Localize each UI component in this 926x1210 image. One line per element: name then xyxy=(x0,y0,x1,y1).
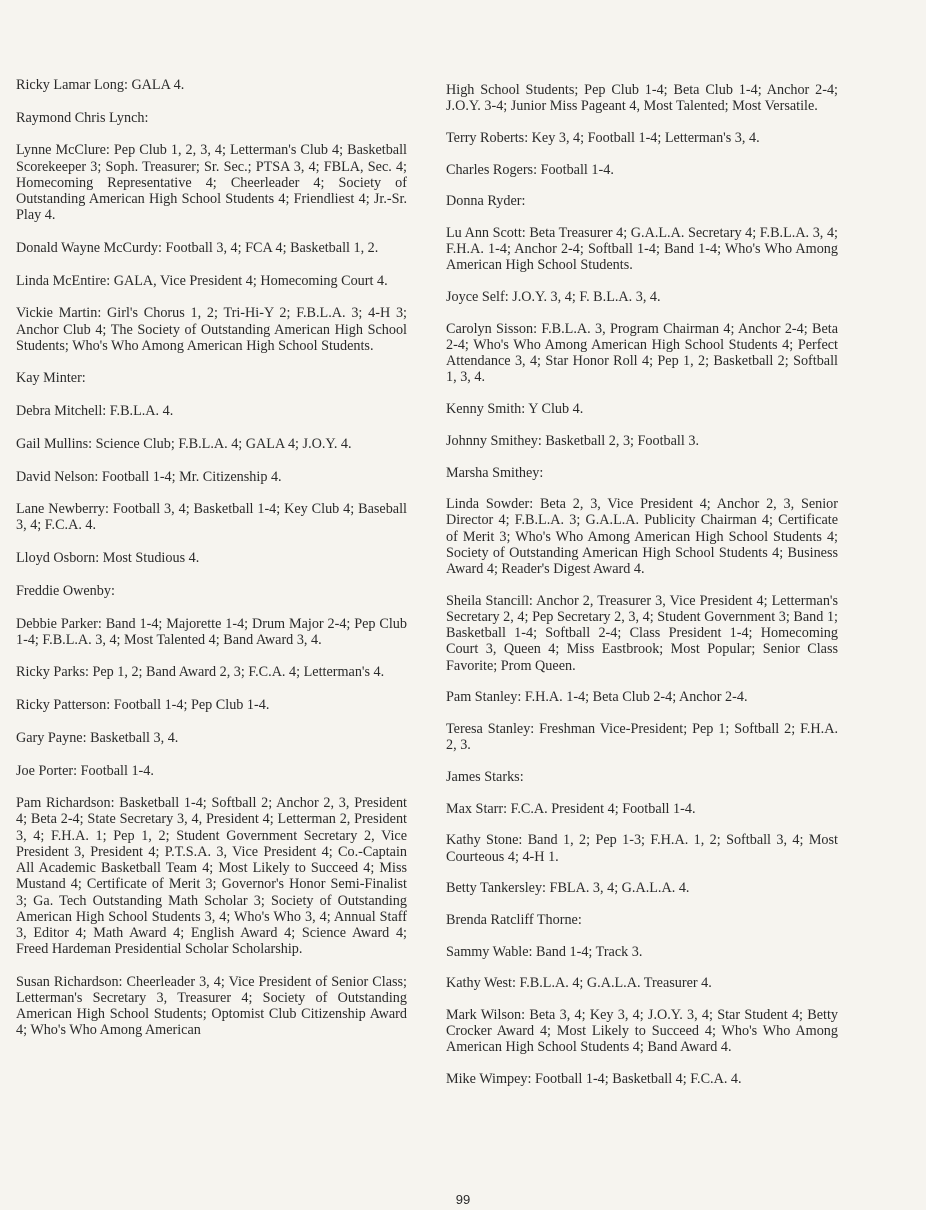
senior-entry: Sheila Stancill: Anchor 2, Treasurer 3, Vice President 4; Letterman's Secretary 2, 4; Pep Secretary 2, 3, 4; Student Government 3; Band 1; Basketball 1-4; Softball 2-4; Class President 1-4; Homecoming Court 3, Queen 4; Miss Eastbrook; Most Popular; Senior Class Favorite; Prom Queen. xyxy=(446,592,838,674)
senior-entry: Pam Stanley: F.H.A. 1-4; Beta Club 2-4; Anchor 2-4. xyxy=(446,689,748,706)
senior-entry: Ricky Patterson: Football 1-4; Pep Club 1-4. xyxy=(16,697,270,714)
senior-entry: Joe Porter: Football 1-4. xyxy=(16,762,154,779)
senior-entry: Gail Mullins: Science Club; F.B.L.A. 4; GALA 4; J.O.Y. 4. xyxy=(16,435,352,452)
senior-entry: Susan Richardson: Cheerleader 3, 4; Vice President of Senior Class; Letterman's Secretary 3, Treasurer 4; Society of Outstanding American High School Students; Optomist Club Citizenship Award 4; Who's Who Among American xyxy=(16,973,407,1039)
senior-entry: Johnny Smithey: Basketball 2, 3; Football 3. xyxy=(446,432,700,449)
senior-entry: David Nelson: Football 1-4; Mr. Citizenship 4. xyxy=(16,468,282,485)
right-column xyxy=(446,82,838,1103)
page-number: 99 xyxy=(455,1192,471,1207)
senior-entry: Mark Wilson: Beta 3, 4; Key 3, 4; J.O.Y. 3, 4; Star Student 4; Betty Crocker Award 4; Most Likely to Succeed 4; Who's Who Among American High School Students 4; Band Award 4. xyxy=(446,1007,838,1056)
senior-entry: Ricky Parks: Pep 1, 2; Band Award 2, 3; F.C.A. 4; Letterman's 4. xyxy=(16,664,385,681)
senior-entry: Ricky Lamar Long: GALA 4. xyxy=(16,77,185,93)
senior-entry: Charles Rogers: Football 1-4. xyxy=(446,161,614,178)
senior-entry: Lane Newberry: Football 3, 4; Basketball 1-4; Key Club 4; Baseball 3, 4; F.C.A. 4. xyxy=(16,501,407,534)
senior-entry: Kay Minter: xyxy=(16,370,86,387)
senior-entry: Lynne McClure: Pep Club 1, 2, 3, 4; Letterman's Club 4; Basketball Scorekeeper 3; Soph. Treasurer; Sr. Sec.; PTSA 3, 4; FBLA, Sec. 4; Homecoming Representative 4; Cheerleader 4; Society of Outstanding American High School Students 4; Friendliest 4; Jr.-Sr. Play 4. xyxy=(16,142,407,224)
senior-entry: Brenda Ratcliff Thorne: xyxy=(446,911,582,928)
senior-entry: Lu Ann Scott: Beta Treasurer 4; G.A.L.A. Secretary 4; F.B.L.A. 3, 4; F.H.A. 1-4; Anchor 2-4; Softball 1-4; Band 1-4; Who's Who Among American High School Students. xyxy=(446,225,838,274)
senior-entry: Kathy West: F.B.L.A. 4; G.A.L.A. Treasurer 4. xyxy=(446,975,712,992)
senior-entry: Marsha Smithey: xyxy=(446,464,544,481)
senior-entry: Donna Ryder: xyxy=(446,193,526,210)
senior-entry: Linda McEntire: GALA, Vice President 4; Homecoming Court 4. xyxy=(16,272,388,289)
senior-entry: Linda Sowder: Beta 2, 3, Vice President 4; Anchor 2, 3, Senior Director 4; F.B.L.A. 3; G.A.L.A. Publicity Chairman 4; Certificate of Merit 3; Who's Who Among American High School Students 4; Society of Outstanding American High School Students 4; Business Award 4; Reader's Digest Award 4. xyxy=(446,496,838,578)
left-column xyxy=(16,77,407,1055)
senior-entry: Donald Wayne McCurdy: Football 3, 4; FCA 4; Basketball 1, 2. xyxy=(16,239,379,256)
senior-entry: James Starks: xyxy=(446,768,524,785)
senior-entry: Betty Tankersley: FBLA. 3, 4; G.A.L.A. 4. xyxy=(446,880,690,897)
senior-entry: Debra Mitchell: F.B.L.A. 4. xyxy=(16,403,174,420)
senior-entry: High School Students; Pep Club 1-4; Beta Club 1-4; Anchor 2-4; J.O.Y. 3-4; Junior Miss Pageant 4, Most Talented; Most Versatile. xyxy=(446,82,838,115)
senior-entry: Pam Richardson: Basketball 1-4; Softball 2; Anchor 2, 3, President 4; Beta 2-4; State Secretary 3, 4, President 4; Letterman 2, President 3, 4; F.H.A. 1; Pep 1, 2; Student Government Secretary 2, Vice President 3, President 4; P.T.S.A. 3, Vice President 4; Co.-Captain All Academic Basketball Team 4; Most Likely to Succeed 4; Miss Mustand 4; Certificate of Merit 3; Governor's Honor Semi-Finalist 3; Ga. Tech Outstanding Math Scholar 3; Society of Outstanding American High School Students 3, 4; Who's Who 3, 4; Annual Staff 3, Editor 4; Math Award 4; English Award 4; Science Award 4; Freed Hardeman Presidential Scholar Scholarship. xyxy=(16,795,407,958)
senior-entry: Debbie Parker: Band 1-4; Majorette 1-4; Drum Major 2-4; Pep Club 1-4; F.B.L.A. 3, 4; Most Talented 4; Band Award 3, 4. xyxy=(16,615,407,648)
senior-entry: Carolyn Sisson: F.B.L.A. 3, Program Chairman 4; Anchor 2-4; Beta 2-4; Who's Who Among American High School Students 4; Perfect Attendance 3, 4; Star Honor Roll 4; Pep 1, 2; Basketball 2; Softball 1, 3, 4. xyxy=(446,320,838,386)
senior-entry: Lloyd Osborn: Most Studious 4. xyxy=(16,550,200,567)
senior-entry: Freddie Owenby: xyxy=(16,582,115,599)
senior-entry: Kenny Smith: Y Club 4. xyxy=(446,401,584,418)
senior-entry: Teresa Stanley: Freshman Vice-President; Pep 1; Softball 2; F.H.A. 2, 3. xyxy=(446,720,838,754)
senior-entry: Kathy Stone: Band 1, 2; Pep 1-3; F.H.A. 1, 2; Softball 3, 4; Most Courteous 4; 4-H 1. xyxy=(446,832,838,865)
senior-entry: Gary Payne: Basketball 3, 4. xyxy=(16,729,179,746)
senior-entry: Max Starr: F.C.A. President 4; Football 1-4. xyxy=(446,800,696,817)
senior-entry: Sammy Wable: Band 1-4; Track 3. xyxy=(446,943,643,960)
senior-entry: Terry Roberts: Key 3, 4; Football 1-4; Letterman's 3, 4. xyxy=(446,129,760,146)
senior-entry: Mike Wimpey: Football 1-4; Basketball 4; F.C.A. 4. xyxy=(446,1071,742,1088)
senior-entry: Joyce Self: J.O.Y. 3, 4; F. B.L.A. 3, 4. xyxy=(446,289,661,306)
senior-entry: Raymond Chris Lynch: xyxy=(16,109,149,126)
senior-entry: Vickie Martin: Girl's Chorus 1, 2; Tri-Hi-Y 2; F.B.L.A. 3; 4-H 3; Anchor Club 4; The Society of Outstanding American High School Students; Who's Who Among American High School Students. xyxy=(16,305,407,354)
